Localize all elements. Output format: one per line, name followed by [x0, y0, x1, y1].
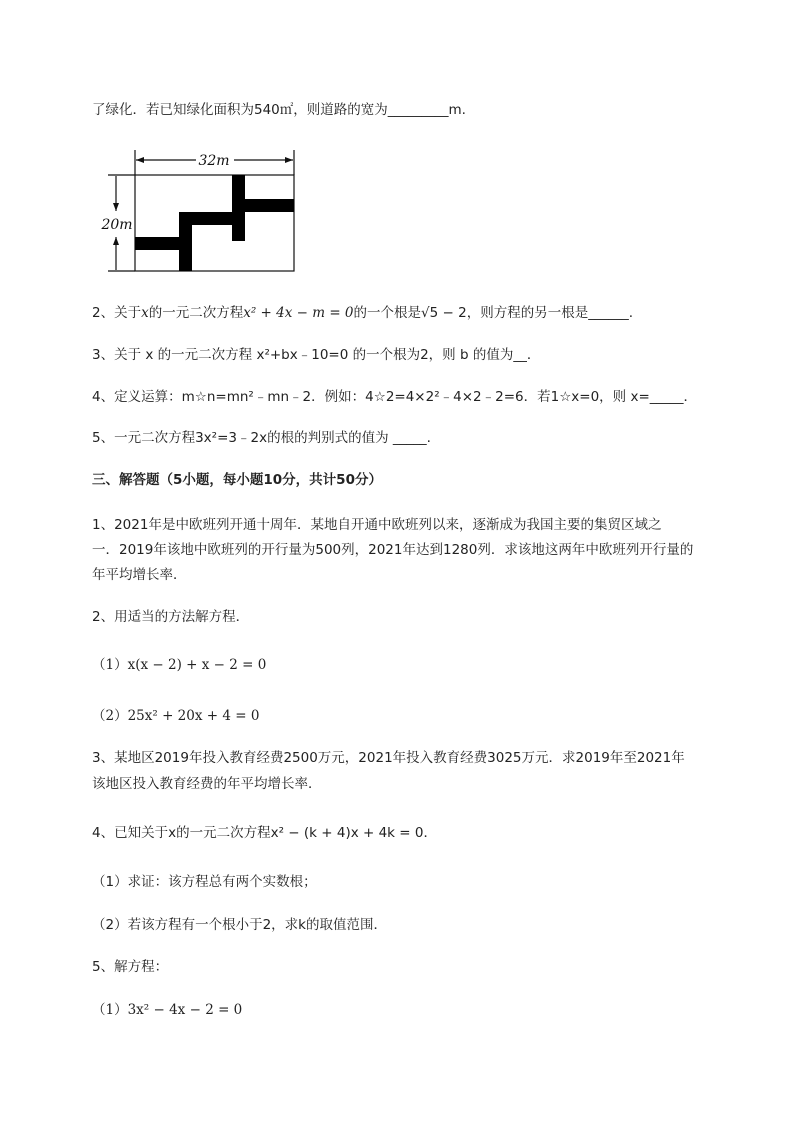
question-text: 一元二次方程3x²=3﹣2x的根的判别式的值为 _____. — [114, 430, 431, 446]
fill-question-2 — [92, 303, 633, 323]
solve-question-5-title: 5、解方程： — [92, 959, 169, 975]
road-horizontal-left — [135, 237, 179, 250]
question-text: 关于 x 的一元二次方程 x²+bx﹣10=0 的一个根为2，则 b 的值为__． — [114, 347, 541, 363]
solve-question-3-line-2: 该地区投入教育经费的年平均增长率． — [92, 776, 322, 792]
solve-question-1-line-1: 1、2021年是中欧班列开通十周年．某地自开通中欧班列以来，逐渐成为我国主要的集贸区域之 — [92, 517, 662, 533]
question-text: 的一元二次方程 — [148, 305, 244, 321]
road-horizontal-right — [245, 199, 294, 212]
fill-question-5 — [92, 428, 431, 448]
question-text: 的一个根是√5 − 2，则方程的另一根是______. — [353, 305, 633, 321]
question-fragment: 了绿化．若已知绿化面积为540㎡，则道路的宽为_________m. — [92, 102, 466, 118]
solve-question-3-line-1: 3、某地区2019年投入教育经费2500万元，2021年投入教育经费3025万元．求2019年至2021年 — [92, 750, 685, 766]
fill-question-3 — [92, 345, 540, 365]
solve-question-5-part-1: （1）3x² − 4x − 2 = 0 — [92, 1002, 243, 1018]
fill-question-4 — [92, 387, 697, 407]
solve-question-2-part-1: （1）x(x − 2) + x − 2 = 0 — [92, 657, 267, 673]
solve-question-1-line-3: 年平均增长率． — [92, 567, 187, 583]
road-vertical-right — [232, 175, 245, 241]
question-number: 5、 — [92, 430, 115, 446]
solve-question-2-title: 2、用适当的方法解方程． — [92, 609, 250, 625]
question-number: 2、 — [92, 305, 115, 321]
height-arrow-bottom — [113, 237, 119, 245]
width-arrow-left — [136, 157, 144, 163]
solve-question-1-line-2: 一．2019年该地中欧班列的开行量为500列，2021年达到1280列．求该地这两年中欧班列开行量的 — [92, 542, 694, 558]
width-arrow-right — [285, 157, 293, 163]
height-label: 20m — [101, 217, 133, 233]
section-heading: 三、解答题（5小题，每小题10分，共计50分） — [92, 472, 382, 488]
question-text: 关于 — [114, 305, 142, 321]
width-label: 32m — [198, 153, 230, 169]
question-text: 定义运算：m☆n=mn²﹣mn﹣2．例如：4☆2=4×2²﹣4×2﹣2=6．若1☆x=0，则 x=_____． — [114, 389, 698, 405]
math-variable: x — [141, 305, 149, 321]
question-number: 3、 — [92, 347, 115, 363]
solve-question-4-title: 4、已知关于x的一元二次方程x² − (k + 4)x + 4k = 0． — [92, 825, 437, 841]
solve-question-4-part-1: （1）求证：该方程总有两个实数根； — [92, 874, 317, 890]
height-arrow-top — [113, 203, 119, 211]
solve-question-4-part-2: （2）若该方程有一个根小于2，求k的取值范围． — [92, 917, 387, 933]
math-equation: x² + 4x − m = 0 — [243, 305, 354, 321]
question-number: 4、 — [92, 389, 115, 405]
road-vertical-left — [179, 212, 192, 271]
solve-question-2-part-2: （2）25x² + 20x + 4 = 0 — [92, 708, 260, 724]
road-diagram — [100, 145, 300, 275]
